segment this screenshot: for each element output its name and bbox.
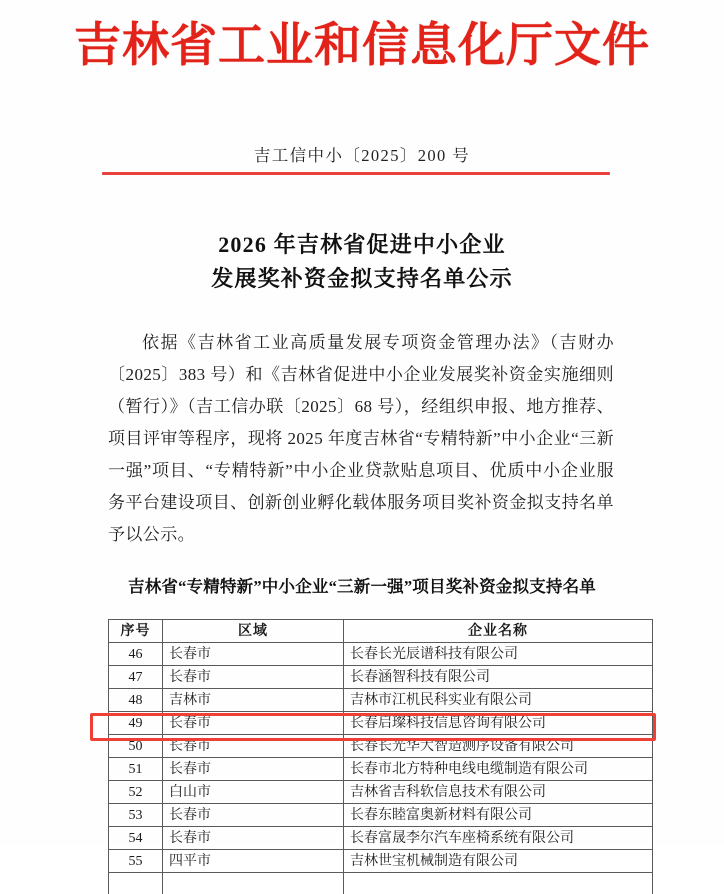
cell-no: 47 — [109, 666, 163, 689]
document-number: 吉工信中小〔2025〕200 号 — [0, 142, 724, 166]
column-header-no: 序号 — [109, 620, 163, 643]
body-paragraph: 依据《吉林省工业高质量发展专项资金管理办法》（吉财办〔2025〕383 号）和《吉林省促进中小企业发展奖补资金实施细则（暂行）》（吉工信办联〔2025〕68 号），经组织申报、地方推荐、项目评审等程序，现将 2025 年度吉林省“专精特新”中小企业“三新一强”项目、“专精特新”中小企业贷款贴息项目、优质中小企业服务平台建设项目、创新创业孵化载体服务项目奖补资金拟支持名单予以公示。 — [108, 327, 614, 551]
table-caption: 吉林省“专精特新”中小企业“三新一强”项目奖补资金拟支持名单 — [0, 573, 724, 597]
cell-partial — [109, 873, 163, 894]
cell-no: 53 — [109, 804, 163, 827]
cell-company-name: 长春长光华大智造测序设备有限公司 — [344, 735, 653, 758]
support-list-table-wrap — [108, 619, 652, 894]
page-title — [0, 228, 724, 296]
cell-company-name: 长春长光辰谱科技有限公司 — [344, 643, 653, 666]
cell-company-name: 长春市北方特种电线电缆制造有限公司 — [344, 758, 653, 781]
cell-area: 长春市 — [163, 712, 344, 735]
support-list-table — [108, 619, 653, 894]
cell-area: 长春市 — [163, 735, 344, 758]
cell-no: 54 — [109, 827, 163, 850]
cell-no: 49 — [109, 712, 163, 735]
cell-no: 48 — [109, 689, 163, 712]
cell-area: 长春市 — [163, 758, 344, 781]
cell-no: 50 — [109, 735, 163, 758]
cell-company-name: 长春启璨科技信息咨询有限公司 — [344, 712, 653, 735]
cell-company-name: 长春富晟李尔汽车座椅系统有限公司 — [344, 827, 653, 850]
cell-company-name: 吉林世宝机械制造有限公司 — [344, 850, 653, 873]
table-row — [109, 689, 653, 712]
table-row — [109, 712, 653, 735]
cell-company-name: 吉林市江机民科实业有限公司 — [344, 689, 653, 712]
table-row — [109, 850, 653, 873]
table-body — [109, 643, 653, 894]
column-header-name: 企业名称 — [344, 620, 653, 643]
table-row — [109, 781, 653, 804]
cell-area: 长春市 — [163, 827, 344, 850]
cell-area: 四平市 — [163, 850, 344, 873]
table-row-partial — [109, 873, 653, 894]
page-title-line-1: 2026 年吉林省促进中小企业 — [0, 228, 724, 262]
table-row — [109, 735, 653, 758]
cell-area: 长春市 — [163, 666, 344, 689]
masthead-title: 吉林省工业和信息化厅文件 — [0, 18, 724, 75]
cell-company-name: 长春东睦富奥新材料有限公司 — [344, 804, 653, 827]
table-row — [109, 804, 653, 827]
cell-company-name: 吉林省吉科软信息技术有限公司 — [344, 781, 653, 804]
masthead — [0, 18, 724, 75]
cell-area: 吉林市 — [163, 689, 344, 712]
cell-partial — [163, 873, 344, 894]
page-title-line-2: 发展奖补资金拟支持名单公示 — [0, 262, 724, 296]
cell-no: 52 — [109, 781, 163, 804]
table-row — [109, 643, 653, 666]
table-header-row — [109, 620, 653, 643]
cell-area: 长春市 — [163, 804, 344, 827]
cell-area: 长春市 — [163, 643, 344, 666]
red-divider-rule — [102, 172, 610, 175]
table-row — [109, 666, 653, 689]
cell-company-name: 长春涵智科技有限公司 — [344, 666, 653, 689]
column-header-area: 区域 — [163, 620, 344, 643]
cell-area: 白山市 — [163, 781, 344, 804]
cell-no: 55 — [109, 850, 163, 873]
table-row — [109, 827, 653, 850]
table-row — [109, 758, 653, 781]
cell-no: 46 — [109, 643, 163, 666]
cell-partial — [344, 873, 653, 894]
cell-no: 51 — [109, 758, 163, 781]
